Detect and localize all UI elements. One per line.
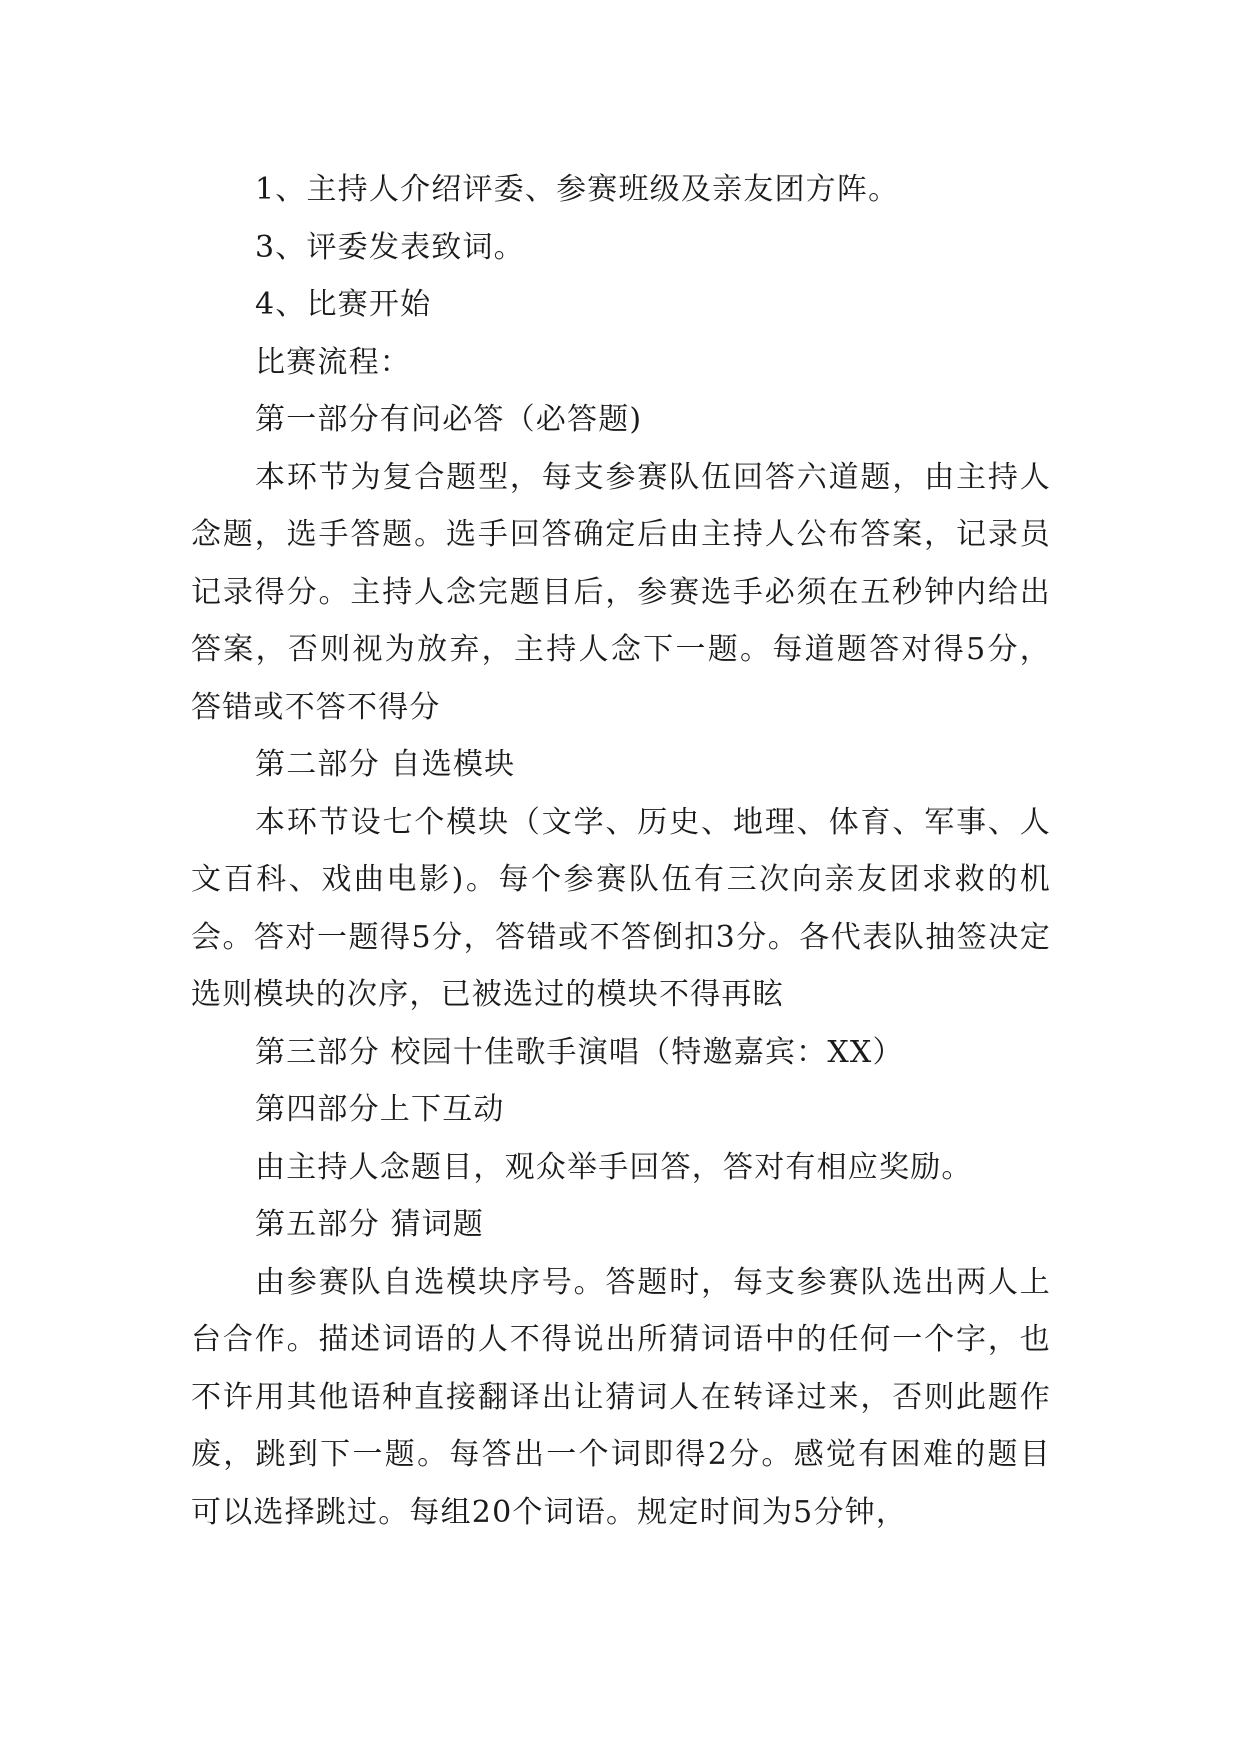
paragraph-part-two-rules: 本环节设七个模块（文学、历史、地理、体育、军事、人文百科、戏曲电影)。每个参赛队伍有三次向亲友团求救的机会。答对一题得5分，答错或不答倒扣3分。各代表队抽签决定选则模块的次序，已被选过的模块不得再眩	[191, 804, 1051, 1012]
paragraph-intro-judges: 1、主持人介绍评委、参赛班级及亲友团方阵。	[255, 172, 900, 207]
paragraph-part-four-rules: 由主持人念题目，观众举手回答，答对有相应奖励。	[255, 1149, 973, 1185]
section-heading-part-one: 第一部分有问必答（必答题)	[255, 402, 643, 437]
paragraph-competition-start: 4、比赛开始	[255, 287, 432, 322]
section-heading-part-three: 第三部分 校园十佳歌手演唱（特邀嘉宾：XX）	[255, 1034, 904, 1070]
paragraph-part-one-rules: 本环节为复合题型，每支参赛队伍回答六道题，由主持人念题，选手答题。选手回答确定后由主持人公布答案，记录员记录得分。主持人念完题目后，参赛选手必须在五秒钟内给出答案，否则视为放弃，主持人念下一题。每道题答对得5分，答错或不答不得分	[191, 459, 1051, 725]
section-heading-part-five: 第五部分 猜词题	[255, 1207, 485, 1242]
document-body	[191, 161, 1051, 1541]
section-heading-part-four: 第四部分上下互动	[255, 1092, 505, 1127]
paragraph-process-heading: 比赛流程：	[255, 344, 411, 380]
paragraph-part-five-rules: 由参赛队自选模块序号。答题时，每支参赛队选出两人上台合作。描述词语的人不得说出所猜词语中的任何一个字，也不许用其他语种直接翻译出让猜词人在转译过来，否则此题作废，跳到下一题。每答出一个词即得2分。感觉有困难的题目可以选择跳过。每组20个词语。规定时间为5分钟，	[191, 1264, 1051, 1530]
paragraph-judges-speech: 3、评委发表致词。	[255, 229, 525, 265]
section-heading-part-two: 第二部分 自选模块	[255, 747, 516, 782]
